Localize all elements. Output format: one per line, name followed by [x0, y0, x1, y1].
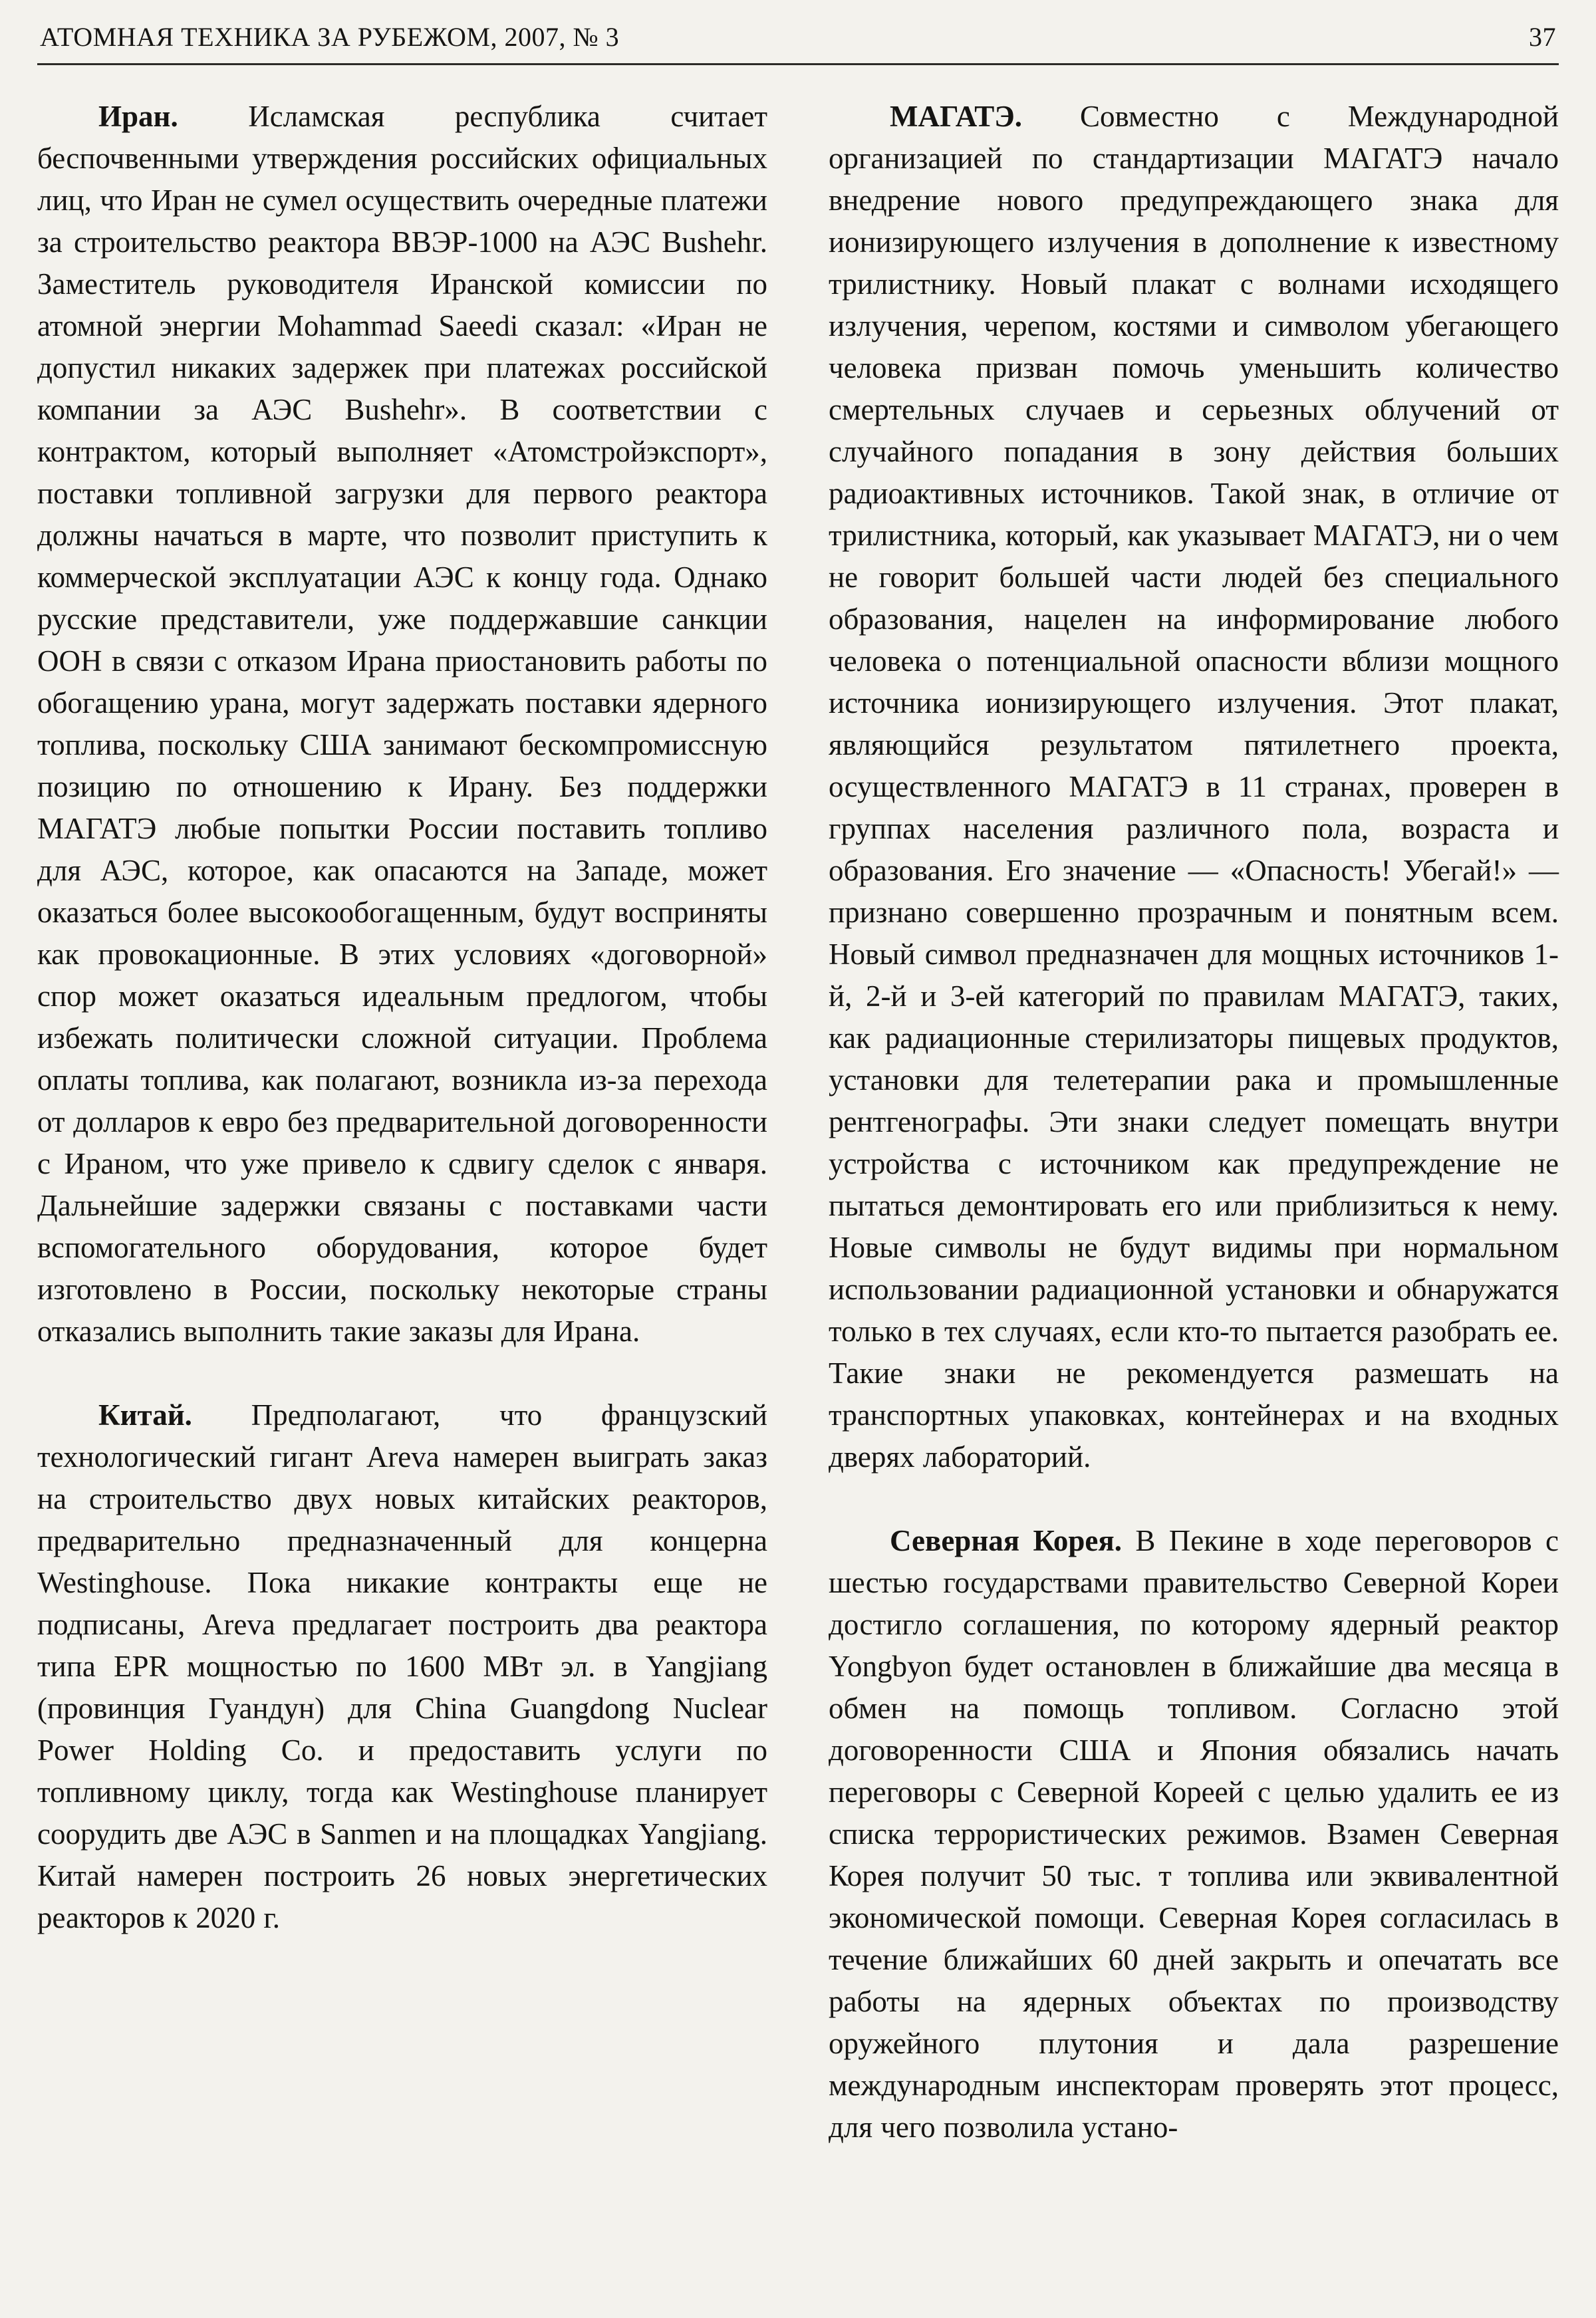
paragraph-text-north-korea: В Пекине в ходе переговоров с шестью государствами правительство Северной Кореи достигло соглашения, по которому ядерный реактор Yongbyon будет остановлен в ближайшие два месяца в обмен на помощь топливом. Согласно этой договоренности США и Япония обязались начать переговоры с Северной Кореей с целью удалить ее из списка террористических режимов. Взамен Северная Корея получит 50 тыс. т топлива или эквивалентной экономической помощи. Северная Корея согласилась в течение ближайших 60 дней закрыть и опечатать все работы на ядерных объектах по производству оружейного плутония и дала разрешение международным инспекторам проверять этот процесс, для чего позволила устано- [829, 1524, 1559, 2144]
paragraph-text-iran: Исламская республика считает беспочвенными утверждения российских официальных лиц, что Иран не сумел осуществить очередные платежи за строительство реактора ВВЭР-1000 на АЭС Bushehr. Заместитель руководителя Иранской комиссии по атомной энергии Mohammad Saeedi сказал: «Иран не допустил никаких задержек при платежах российской компании за АЭС Bushehr». В соответствии с контрактом, который выполняет «Атомстройэкспорт», поставки топливной загрузки для первого реактора должны начаться в марте, что позволит приступить к коммерческой эксплуатации АЭС к концу года. Однако русские представители, уже поддержавшие санкции ООН в связи с отказом Ирана приостановить работы по обогащению урана, могут задержать поставки ядерного топлива, поскольку США занимают бескомпромиссную позицию по отношению к Ирану. Без поддержки МАГАТЭ любые попытки России поставить топливо для АЭС, которое, как опасаются на Западе, может оказаться более высокообогащенным, будут восприняты как провокационные. В этих условиях «договорной» спор может оказаться идеальным предлогом, чтобы избежать политически сложной ситуации. Проблема оплаты топлива, как полагают, возникла из-за перехода от долларов к евро без предварительной договоренности с Ираном, что уже привело к сдвигу сделок с января. Дальнейшие задержки связаны с поставками части вспомогательного оборудования, которое будет изготовлено в России, поскольку некоторые страны отказались выполнить такие заказы для Ирана. [37, 100, 767, 1348]
paragraph-lead-iaea: МАГАТЭ. [890, 100, 1023, 133]
paragraph-china [37, 1394, 767, 1939]
page-number: 37 [1529, 22, 1556, 52]
paragraph-north-korea [829, 1520, 1559, 2148]
left-column [37, 96, 767, 2148]
right-column [829, 96, 1559, 2148]
paragraph-iaea [829, 96, 1559, 1478]
paragraph-lead-iran: Иран. [98, 100, 178, 133]
paragraph-lead-north-korea: Северная Корея. [890, 1524, 1122, 1557]
paragraph-lead-china: Китай. [98, 1398, 192, 1432]
paragraph-text-iaea: Совместно с Международной организацией по стандартизации МАГАТЭ начало внедрение нового предупреждающего знака для ионизирующего излучения в дополнение к известному трилистнику. Новый плакат с волнами исходящего излучения, черепом, костями и символом убегающего человека призван помочь уменьшить количество смертельных случаев и серьезных облучений от случайного попадания в зону действия больших радиоактивных источников. Такой знак, в отличие от трилистника, который, как указывает МАГАТЭ, ни о чем не говорит большей части людей без специального образования, нацелен на информирование любого человека о потенциальной опасности вблизи мощного источника ионизирующего излучения. Этот плакат, являющийся результатом пятилетнего проекта, осуществленного МАГАТЭ в 11 странах, проверен в группах населения различного пола, возраста и образования. Его значение — «Опасность! Убегай!» — признано совершенно прозрачным и понятным всем. Новый символ предназначен для мощных источников 1-й, 2-й и 3-ей категорий по правилам МАГАТЭ, таких, как радиационные стерилизаторы пищевых продуктов, установки для телетерапии рака и промышленные рентгенографы. Эти знаки следует помещать внутри устройства с источником как предупреждение не пытаться демонтировать его или приблизиться к нему. Новые символы не будут видимы при нормальном использовании радиационной установки и обнаружатся только в тех случаях, если кто-то пытается разобрать ее. Такие знаки не рекомендуется размешать на транспортных упаковках, контейнерах и на входных дверях лабораторий. [829, 100, 1559, 1474]
paragraph-iran [37, 96, 767, 1352]
journal-title: АТОМНАЯ ТЕХНИКА ЗА РУБЕЖОМ, 2007, № 3 [40, 22, 620, 52]
paragraph-text-china: Предполагают, что французский технологический гигант Areva намерен выиграть заказ на строительство двух новых китайских реакторов, предварительно предназначенный для концерна Westinghouse. Пока никакие контракты еще не подписаны, Areva предлагает построить два реактора типа EPR мощностью по 1600 МВт эл. в Yangjiang (провинция Гуандун) для China Guangdong Nuclear Power Holding Co. и предоставить услуги по топливному циклу, тогда как Westinghouse планирует соорудить две АЭС в Sanmen и на площадках Yangjiang. Китай намерен построить 26 новых энергетических реакторов к 2020 г. [37, 1398, 767, 1934]
article-columns [37, 96, 1559, 2148]
page-header [37, 17, 1559, 65]
